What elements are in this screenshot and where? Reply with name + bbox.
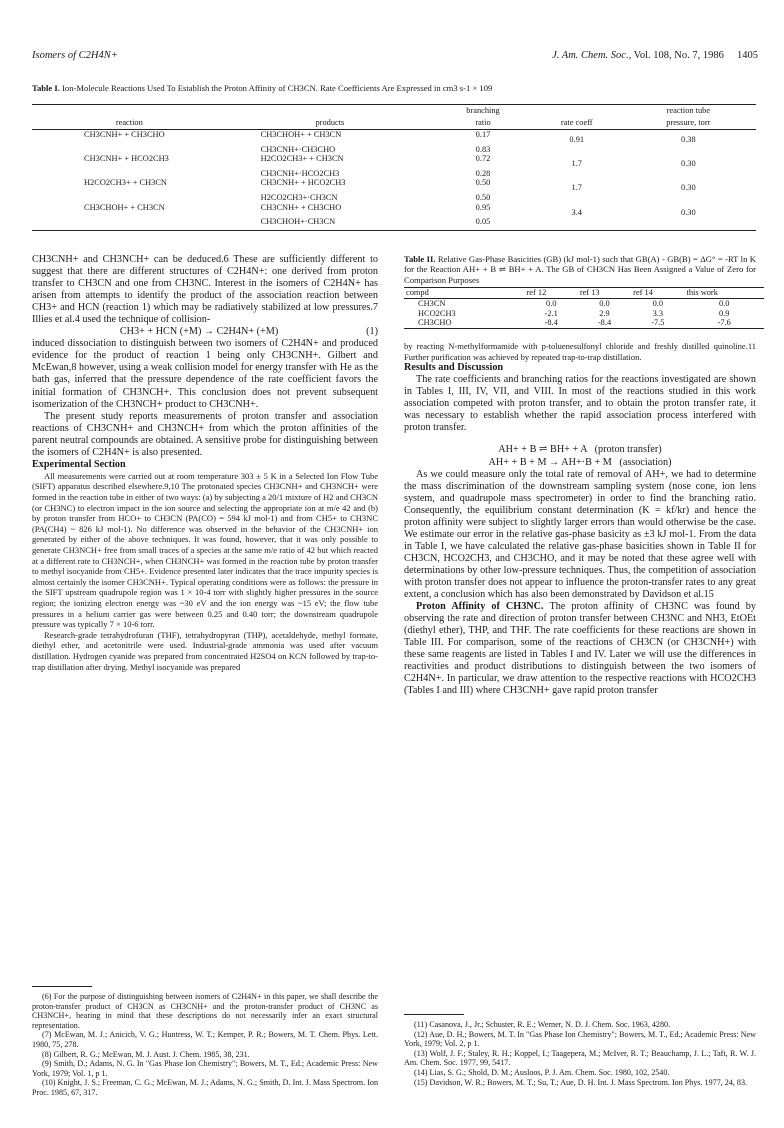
table1-product-cell: CH3CNH+ + HCO2CH3 [260, 178, 346, 188]
table1-pressure-cell [621, 169, 756, 179]
equation-1-text: CH3+ + HCN (+M) → C2H4N+ (+M) [119, 326, 279, 338]
table1-rate-cell [533, 217, 621, 227]
table1-rate-cell [533, 193, 621, 203]
table2-value-cell: -2.1 [544, 308, 558, 318]
equation-association-label: (association) [619, 456, 672, 468]
table1-reaction-cell: CH3CNH+ + CH3CHO [84, 130, 165, 139]
table1-header-products: products [227, 117, 434, 130]
footnote-rule-left [32, 986, 92, 987]
table2-compound-cell: HCO2CH3 [418, 308, 456, 318]
table1-header-ratio: ratio [433, 117, 533, 130]
table1-ratio-cell: 0.95 [475, 202, 491, 212]
table1-reaction-cell: CH3CHOH+ + CH3CN [84, 202, 165, 212]
table1-pressure-cell [621, 193, 756, 203]
running-header-journal [552, 50, 758, 61]
table2-label: Table II. [404, 254, 436, 264]
proton-affinity-subheading: Proton Affinity of CH3NC. [416, 601, 544, 613]
right-column [404, 254, 756, 697]
table1-header-branching: branching [433, 105, 533, 118]
table1-row [32, 178, 756, 193]
table1-label: Table I. [32, 83, 60, 93]
table2 [404, 287, 764, 329]
table2-value-cell: 3.3 [652, 308, 664, 318]
table1-row [32, 154, 756, 169]
table1 [32, 104, 756, 231]
intro-paragraph-3: The present study reports measurements of proton transfer and association reactions of CH3CNH+ and CH3NCH+ from which the proton affinities of the parent neutral compounds are obtained. A sensitive probe for distinguishing between the isomers of C2H4N+ is also presented. [32, 410, 378, 458]
table2-value-cell: -8.4 [578, 318, 631, 328]
table1-rate-cell: 3.4 [571, 207, 582, 217]
table2-header-cell: ref 13 [578, 288, 631, 299]
results-paragraph-2: As we could measure only the total rate of removal of AH+, we had to determine the mass discrimination of the downstream sampling system (nose cone, ion lens system, and quadrupole mass spectrometer) in order to find the branching ratio. Consequently, the equilibrium constant determination (K = kf/kr) and hence the proton affinity were subject to slightly larger errors than would otherwise be the case. We estimate our error in the relative gas-phase basicity as ±3 kJ mol-1. From the data in Table I, we have calculated the relative gas-phase basicities shown in Table II for CH3CN, HCO2CH3, and CH3CHO, and it may be noted that these agree well with determinations by other low-pressure techniques. Thus, the competition of association with proton transfer does not appear to influence the proton-transfer rates to any great extent, a conclusion which has also been demonstrated by Davidson et al.15 [404, 468, 756, 601]
table1-header-pressure: reaction tube [621, 105, 756, 118]
table1-row [32, 169, 756, 179]
table1-row [32, 193, 756, 203]
table2-value-cell: -7.5 [631, 318, 684, 328]
table1-reaction-cell [32, 169, 227, 179]
table2-header-cell: ref 12 [525, 288, 578, 299]
equation-association-text: AH+ + B + M → AH+·B + M [488, 456, 612, 468]
running-header-title: Isomers of C2H4N+ [32, 50, 118, 61]
table1-pressure-cell [621, 217, 756, 227]
table1-rate-cell: 1.7 [571, 183, 582, 193]
footnote: (8) Gilbert, R. G.; McEwan, M. J. Aust. J. Chem. 1985, 38, 231. [42, 1049, 250, 1059]
table1-product-cell: CH3CNH+·CH3CHO [260, 144, 336, 154]
intro-paragraph-2: induced dissociation to distinguish between two isomers of C2H4N+ and produced evidence for the product of reaction 1 being only CH3CNH+. Gilbert and McEwan,8 however, using a weak collision model for energy transfer with He as the bath gas, inferred that the pressure dependence of the rate coefficient favors the initial formation of CH3NCH+. This conclusion does not prevent subsequent isomerization of the CH3NCH+ product to CH3CNH+. [32, 338, 378, 410]
table1-header-reaction: reaction [32, 117, 227, 130]
table1-ratio-cell: 0.28 [475, 168, 491, 178]
table2-caption-text: Relative Gas-Phase Basicities (GB) (kJ mol-1) such that GB(A) - GB(B) = ΔG° = -RT ln K for the Reaction AH+ + B ⇌ BH+ + A. The GB of CH3CN Has Been Assigned a Value of Zero for Comparison Purposes [404, 254, 756, 285]
table2-value-cell: 0.0 [545, 299, 557, 309]
table1-ratio-cell: 0.50 [475, 178, 491, 188]
left-column [32, 254, 378, 672]
table1-reaction-cell [32, 145, 227, 155]
table1-rate-cell: 1.7 [571, 159, 582, 169]
experimental-paragraph-2: Research-grade tetrahydrofuran (THF), tetrahydropyran (THP), acetaldehyde, methyl formate, diethyl ether, and acetonitrile were used. Industrial-grade ammonia was used after vacuum distillation. Hydrogen cyanide was prepared from concentrated H2SO4 on KCN followed by trap-to-trap distillation after drying. Methyl isocyanide was prepared [32, 629, 378, 672]
table1-row [32, 203, 756, 218]
table1-row [32, 130, 756, 145]
table1-product-cell: CH3CHOH+ + CH3CN [260, 130, 342, 139]
table1-header-pressure-unit: pressure, torr [621, 117, 756, 130]
table1-product-cell: H2CO2CH3+·CH3CN [260, 192, 338, 202]
left-footnotes [32, 992, 378, 1098]
table1-ratio-cell: 0.72 [475, 154, 491, 164]
table1-pressure-cell: 0.30 [681, 207, 696, 217]
table2-compound-cell: CH3CHO [404, 318, 525, 328]
equation-1-number: (1) [366, 326, 378, 338]
table1-reaction-cell: H2CO2CH3+ + CH3CN [84, 178, 167, 188]
table1-rate-cell [533, 145, 621, 155]
table1-ratio-cell: 0.83 [475, 144, 491, 154]
equation-proton-transfer [404, 444, 756, 456]
table1-reaction-cell: CH3CNH+ + HCO2CH3 [84, 154, 169, 164]
table1-pressure-cell: 0.38 [681, 135, 696, 144]
results-paragraph-3 [404, 601, 756, 697]
table2-value-cell: 0.0 [599, 299, 610, 309]
table1-rate-cell [533, 169, 621, 179]
footnote: (13) Wolf, J. F.; Staley, R. H.; Koppel, I.; Taagepera, M.; McIver, R. T.; Beauchamp, J. L.; Taft, R. W. J. Am. Chem. Soc. 1977, 99, 5417. [404, 1048, 756, 1068]
table2-header-cell: this work [685, 288, 765, 299]
table2-compound-cell: CH3CN [418, 299, 446, 309]
equation-proton-transfer-label: (proton transfer) [594, 444, 662, 456]
table2-value-cell: 2.9 [599, 308, 610, 318]
table2-header-cell: compd [404, 288, 525, 299]
table2-header-cell: ref 14 [631, 288, 684, 299]
table1-product-cell: H2CO2CH3+ + CH3CN [260, 154, 344, 164]
footnote: (6) For the purpose of distinguishing between isomers of C2H4N+ in this paper, we shall describe the proton-transfer product of CH3CN as CH3CNH+ and the proton-transfer product of CH3NC as CH3NCH+, bearing in mind that these descriptions do not necessarily infer an exact structural representation. [32, 992, 378, 1030]
table1-reaction-cell [32, 217, 227, 227]
footnote: (10) Knight, J. S.; Freeman, C. G.; McEwan, M. J.; Adams, N. G.; Smith, D. Int. J. Mass Spectrom. Ion Proc. 1985, 67, 317. [32, 1078, 378, 1097]
table2-value-cell: -7.6 [685, 318, 765, 328]
intro-paragraph-1: CH3CNH+ and CH3NCH+ can be deduced.6 These are sufficiently different to suggest that there are different structures of C2H4N+: one derived from proton transfer to CH3CN and one from CH3NC. Interest in the isomers of C2H4N+ has arisen from attempts to identify the product of the association reaction between CH3+ and HCN (reaction 1) which may be radiatively stabilized at low pressures.7 Illies et al.4 used the technique of collision- [32, 254, 378, 326]
footnote: (14) Lias, S. G.; Shold, D. M.; Ausloos, P. J. Am. Chem. Soc. 1980, 102, 2540. [414, 1067, 670, 1077]
table2-value-cell: 0.0 [719, 299, 730, 309]
journal-name: J. Am. Chem. Soc., [552, 50, 632, 61]
table1-ratio-cell: 0.05 [475, 217, 491, 227]
equation-proton-transfer-text: AH+ + B ⇌ BH+ + A [498, 444, 587, 456]
equation-association [404, 457, 756, 469]
table1-pressure-cell: 0.30 [681, 183, 696, 193]
table2-row [404, 318, 764, 328]
table1-product-cell: CH3CNH+ + CH3CHO [260, 202, 342, 212]
table1-product-cell: CH3CHOH+·CH3CN [260, 217, 336, 227]
footnote: (9) Smith, D.; Adams, N. G. In "Gas Phase Ion Chemistry"; Bowers, M. T., Ed.; Academic Press: New York, 1979; Vol. 1, p 1. [32, 1059, 378, 1078]
table1-ratio-cell: 0.50 [475, 192, 491, 202]
table1-bottom-rule [32, 227, 756, 231]
table1-ratio-cell: 0.17 [475, 130, 491, 139]
footnote: (12) Aue, D. H.; Bowers, M. T. In "Gas Phase Ion Chemistry"; Bowers, M. T., Ed.; Academic Press: New York, 1979; Vol. 2, p 1. [404, 1029, 756, 1049]
table2-value-cell: 0.0 [652, 299, 664, 309]
page-number: 1405 [737, 50, 758, 61]
results-paragraph-1: The rate coefficients and branching ratios for the reactions investigated are shown in Tables I, III, IV, VII, and VIII. In most of the reactions studied in this work association competed with proton transfer, and to obtain the proton transfer rate, it was necessary to establish whether the rapid association process interfered with proton transfer. [404, 374, 756, 434]
results-paragraph-0: by reacting N-methylformamide with p-toluenesulfonyl chloride and freshly distilled quinoline.11 Further purification was achieved by repeated trap-to-trap distillation. [404, 341, 756, 362]
equation-1 [32, 326, 378, 338]
right-footnotes [404, 1020, 756, 1087]
footnote: (15) Davidson, W. R.; Bowers, M. T.; Su, T.; Aue, D. H. Int. J. Mass Spectrom. Ion Phys. 1977, 24, 83. [414, 1077, 748, 1087]
results-paragraph-3-text: The proton affinity of CH3NC was found by observing the rate and direction of proton transfer between CH3NC and NH3, EtOEt (diethyl ether), THP, and THF. The rate coefficients for these reactions are shown in Table III. For comparison, some of the reactions of CH3CN (or CH3CNH+) with these same reagents are listed in Tables I and IV. Later we will use the differences in reactivities and product distributions to distinguish between the two isomers of C2H4N+. In particular, we draw attention to the respective reactions with HCO2CH3 (Tables I and III) where CH3CNH+ gave rapid proton transfer [404, 601, 756, 697]
experimental-paragraph-1: All measurements were carried out at room temperature 303 ± 5 K in a Selected Ion Flow Tube (SIFT) apparatus described elsewhere.9,10 The protonated species CH3CNH+ and CH3NCH+ were formed in the reaction tube in either of two ways: (a) by subjecting a 20/1 mixture of H2 and CH3CN (or CH3NC) to electron impact in the ion source and selecting the appropriate ion at m/e 42 and (b) by proton transfer from HCO+ to CH3CN (PA(CO) = 594 kJ mol-1) and from CH5+ to CH3NC (PA(CH4) ~ 826 kJ mol-1). No difference was observed in the behavior of the CH3CNH+ ion generated by either of the above techniques. It was found, however, that it was only possible to generate CH3NCH+ free from small traces of a species at the same m/e ratio of 42 but which reacted at a different rate to CH3NCH+, when CH3NCH+ was formed in the reaction tube by proton transfer to methyl isocyanide from CH5+. Evidence presented later indicates that the trace impurity species is almost certainly the isomer CH3CNH+. Typical operating conditions were as follows: the pressure in the SIFT upstream quadrupole region was 1 × 10-4 torr with slightly higher pressures in the source region; the ionizing electron energy was ~30 eV and the ion energy was ~15 eV; the flow tube pressures in a helium carrier gas were between 0.25 and 0.40 torr; the downstream quadrupole pressure was typically 7 × 10-6 torr. [32, 470, 378, 630]
table2-caption [404, 254, 756, 285]
table1-rate-cell: 0.91 [569, 135, 585, 144]
table1-pressure-cell: 0.30 [681, 159, 696, 169]
table1-product-cell: CH3CNH+·HCO2CH3 [260, 168, 340, 178]
table1-header-rate-coeff: rate coeff [533, 117, 621, 130]
table1-caption [32, 83, 752, 93]
footnote: (7) McEwan, M. J.; Anicich, V. G.; Huntress, W. T.; Kemper, P. R.; Bowers, M. T. Chem. Phys. Lett. 1980, 75, 278. [32, 1030, 378, 1049]
footnote: (11) Casanova, J., Jr.; Schuster, R. E.; Werner, N. D. J. Chem. Soc. 1963, 4280. [414, 1020, 671, 1029]
table1-caption-text: Ion-Molecule Reactions Used To Establish the Proton Affinity of CH3CN. Rate Coefficients Are Expressed in cm3 s-1 × 109 [62, 83, 493, 93]
table1-pressure-cell [621, 145, 756, 155]
footnote-rule-right [404, 1014, 464, 1015]
table2-value-cell: 0.9 [719, 308, 730, 318]
table2-row [404, 309, 764, 319]
table1-reaction-cell [32, 193, 227, 203]
experimental-section-title: Experimental Section [32, 458, 126, 470]
table2-value-cell: -8.4 [525, 318, 578, 328]
table2-row [404, 299, 764, 309]
journal-volume: Vol. 108, No. 7, 1986 [633, 50, 724, 61]
results-section-title: Results and Discussion [404, 362, 504, 374]
table1-row [32, 217, 756, 227]
table1-row [32, 145, 756, 155]
